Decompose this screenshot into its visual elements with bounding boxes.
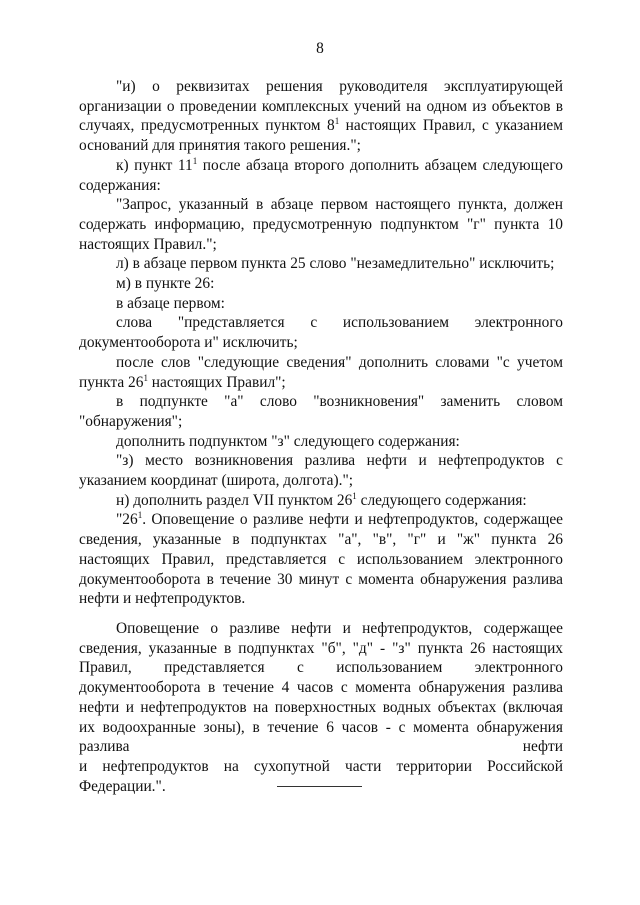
paragraph-text: н) дополнить раздел VII пунктом 26 [116,491,353,509]
paragraph-point-26-1 [79,510,563,609]
paragraph-text: после слов "следующие сведения" дополнить словами "с учетом пункта 26 [79,353,563,391]
superscript: 1 [143,372,148,383]
footer-divider-line [277,786,362,787]
paragraph-i [79,77,563,156]
paragraph-text: к) пункт 11 [116,156,193,174]
paragraph-text: . Оповещение о разливе нефти и нефтепродуктов, содержащее сведения, указанные в подпунктах "а", "в", "г" и "ж" пункта 26 настоящих Правил, представляется с использованием электронного документооборота в течение 30 минут с момента обнаружения разлива нефти и нефтепродуктов. [79,511,563,608]
superscript: 1 [352,490,357,501]
paragraph-subpoint-a: в подпункте "а" слово "возникновения" заменить словом "обнаружения"; [79,393,563,430]
paragraph-k [79,156,563,195]
paragraph-notification: Оповещение о разливе нефти и нефтепродуктов, содержащее сведения, указанные в подпунктах "б", "д" - "з" пункта 26 настоящих Правил, представляется с использованием электронного документооборота в течение 4 часов с момента обнаружения разлива нефти и нефтепродуктов на поверхностных водных объектах (включая их водоохранные зоны), в течение 6 часов - с момента обнаружения разлива нефти [79,619,563,756]
paragraph-request: "Запрос, указанный в абзаце первом настоящего пункта, должен содержать информацию, предусмотренную подпунктом "г" пункта 10 настоящих Правил."; [79,196,563,253]
paragraph-after-words [79,353,563,392]
paragraph-text: "и) о реквизитах решения руководителя эксплуатирующей организации о проведении комплексных учений на одном из объектов в случаях, предусмотренных пунктом 8 [79,78,563,135]
paragraph-notification-last-line: и нефтепродуктов на сухопутной части территории Российской Федерации.". [79,757,563,795]
superscript: 1 [334,116,340,127]
paragraph-l: л) в абзаце первом пункта 25 слово "незамедлительно" исключить; [116,255,555,273]
paragraph-text: следующего содержания: [356,491,527,509]
paragraph-m: м) в пункте 26: [116,275,215,293]
paragraph-text: настоящих Правил"; [147,373,286,391]
paragraph-n [79,491,563,511]
paragraph-words-exclude: слова "представляется с использованием электронного документооборота и" исключить; [79,314,563,352]
page-number: 8 [316,40,324,57]
paragraph-add-subpoint-z: дополнить подпунктом "з" следующего содержания: [116,432,460,450]
paragraph-text: "26 [116,511,138,529]
paragraph-text: настоящих Правил, с указанием оснований для принятия такого решения."; [79,117,564,155]
paragraph-subpoint-z: "з) место возникновения разлива нефти и нефтепродуктов с указанием координат (широта, долгота)."; [79,452,563,490]
superscript: 1 [137,510,143,521]
superscript: 1 [192,155,198,166]
document-body [79,77,563,796]
paragraph-first-abzac: в абзаце первом: [116,294,225,312]
paragraph-text: после абзаца второго дополнить абзацем следующего содержания: [79,156,563,194]
